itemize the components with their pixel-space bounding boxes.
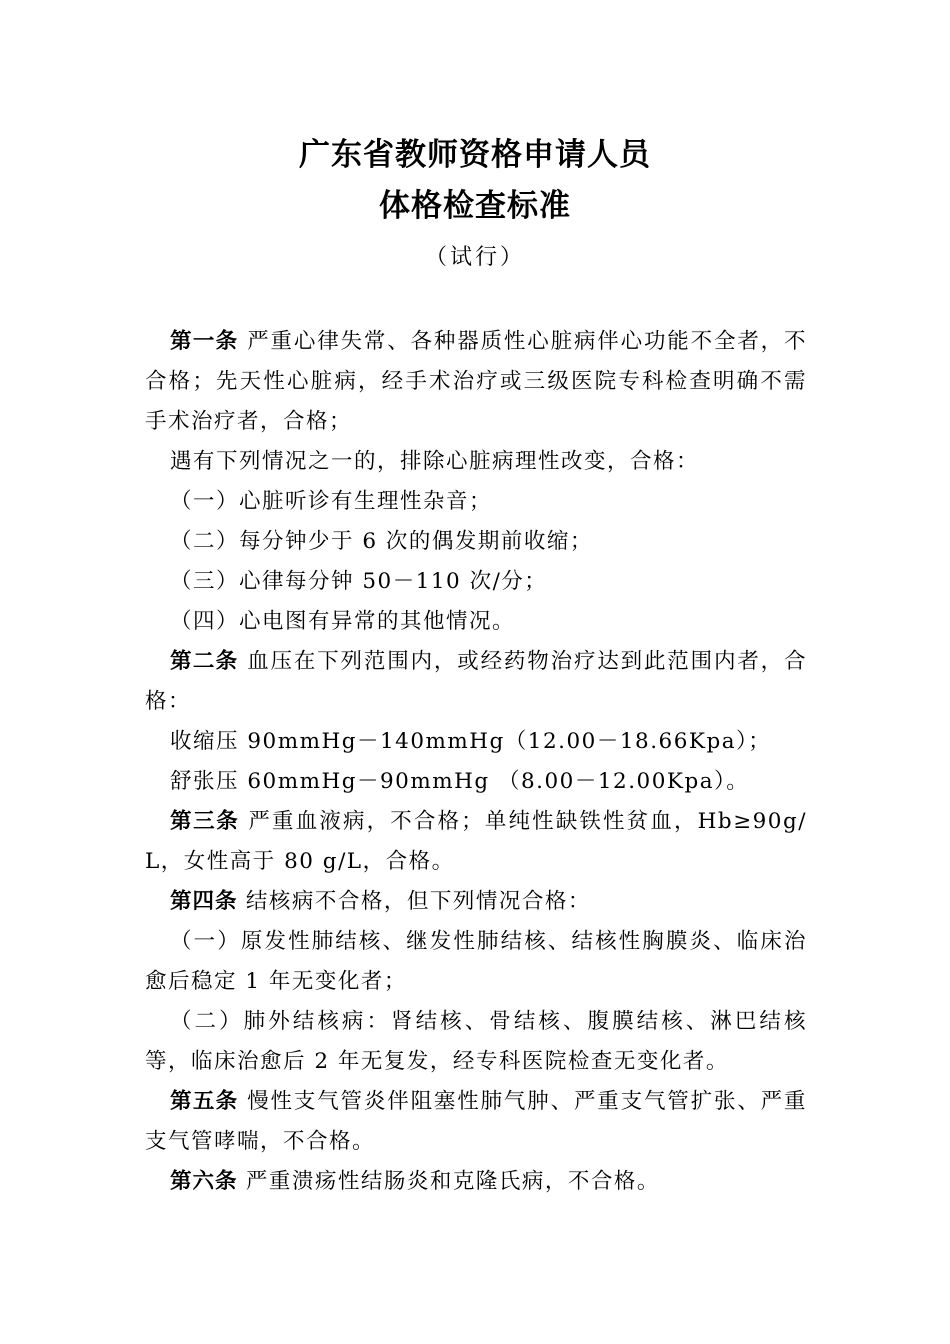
article-label: 第五条 [170, 1089, 239, 1114]
article-5 [145, 1082, 807, 1162]
list-item-text: （一）心脏听诊有生理性杂音； [170, 489, 493, 514]
document-title-line-1: 广东省教师资格申请人员 [299, 137, 651, 173]
list-item-text: （二）肺外结核病：肾结核、骨结核、腹膜结核、淋巴结核等，临床治愈后 2 年无复发，经专科医院检查无变化者。 [145, 1009, 807, 1074]
paragraph-text: 收缩压 90mmHg－140mmHg（12.00－18.66Kpa）； [170, 729, 772, 754]
article-4 [145, 882, 807, 922]
article-text: 严重心律失常、各种器质性心脏病伴心功能不全者，不合格；先天性心脏病，经手术治疗或三级医院专科检查明确不需手术治疗者，合格； [145, 329, 807, 434]
list-item [145, 922, 807, 1002]
list-item-text: （二）每分钟少于 6 次的偶发期前收缩； [170, 529, 593, 554]
paragraph-text: 舒张压 60mmHg－90mmHg （8.00－12.00Kpa）。 [170, 769, 750, 794]
list-item [145, 482, 807, 522]
article-label: 第三条 [170, 809, 240, 834]
article-3 [145, 802, 807, 882]
article-label: 第四条 [170, 889, 238, 914]
article-6 [145, 1162, 807, 1202]
list-item [145, 602, 807, 642]
article-2 [145, 642, 807, 722]
article-label: 第一条 [170, 329, 239, 354]
article-label: 第二条 [170, 649, 239, 674]
article-text: 血压在下列范围内，或经药物治疗达到此范围内者，合格： [145, 649, 807, 714]
paragraph [145, 762, 807, 802]
paragraph [145, 442, 807, 482]
paragraph-text: 遇有下列情况之一的，排除心脏病理性改变，合格： [170, 449, 700, 474]
list-item-text: （一）原发性肺结核、继发性肺结核、结核性胸膜炎、临床治愈后稳定 1 年无变化者； [145, 929, 807, 994]
article-label: 第六条 [170, 1169, 238, 1194]
list-item [145, 1002, 807, 1082]
paragraph [145, 722, 807, 762]
article-text: 严重血液病，不合格；单纯性缺铁性贫血，Hb≥90g/L，女性高于 80 g/L，合格。 [145, 809, 807, 874]
article-text: 严重溃疡性结肠炎和克隆氏病，不合格。 [237, 1169, 660, 1194]
document-subtitle: （试行） [424, 245, 525, 270]
article-text: 慢性支气管炎伴阻塞性肺气肿、严重支气管扩张、严重支气管哮喘，不合格。 [145, 1089, 807, 1154]
list-item-text: （三）心律每分钟 50－110 次/分； [170, 569, 548, 594]
list-item [145, 562, 807, 602]
list-item-text: （四）心电图有异常的其他情况。 [170, 609, 516, 634]
article-text: 结核病不合格，但下列情况合格： [237, 889, 591, 914]
list-item [145, 522, 807, 562]
document-title-line-2: 体格检查标准 [379, 188, 571, 224]
article-1 [145, 322, 807, 442]
document-body [145, 322, 807, 1202]
